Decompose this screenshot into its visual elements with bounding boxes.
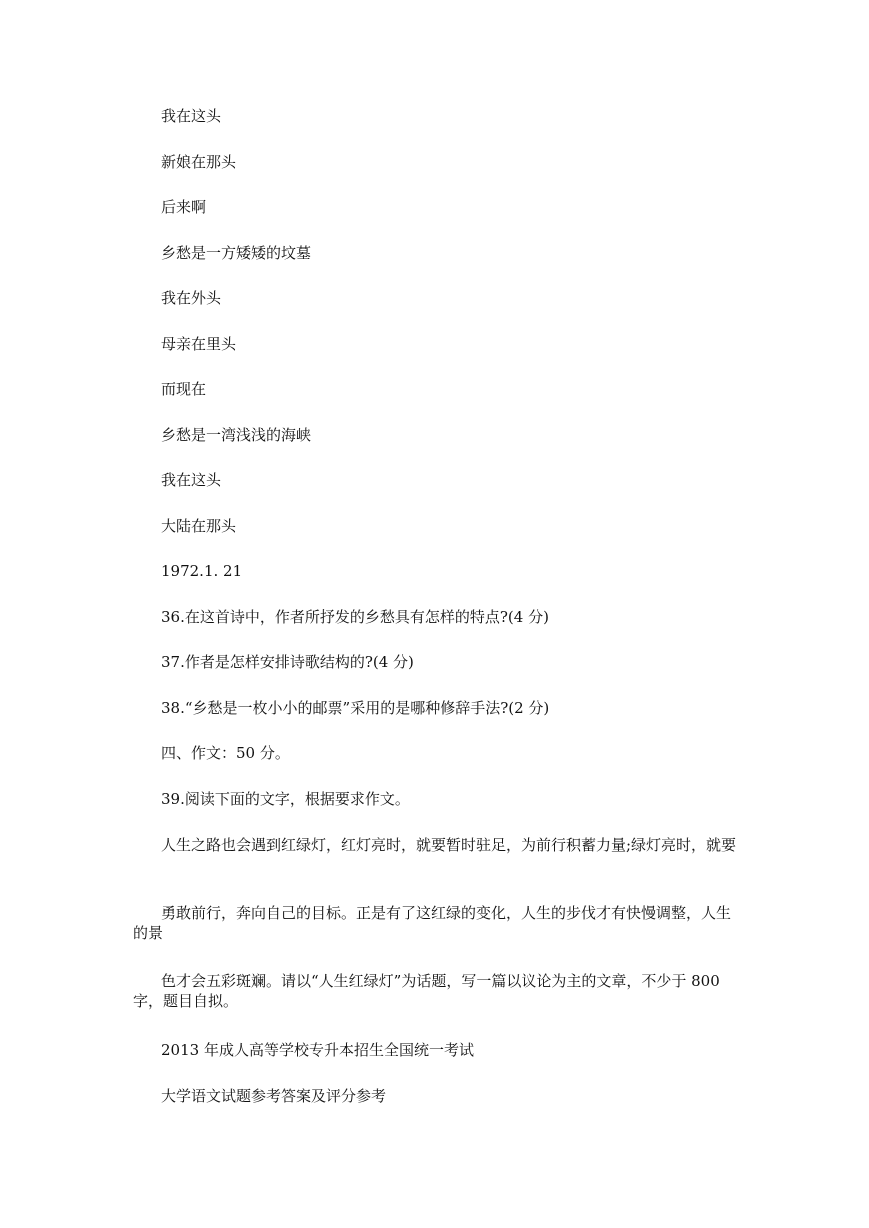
essay-paragraph <box>133 971 741 1011</box>
essay-paragraph <box>133 903 741 943</box>
poem-line: 乡愁是一方矮矮的坟墓 <box>161 244 312 262</box>
poem-line: 我在这头 <box>161 471 222 489</box>
essay-paragraph-text: 色才会五彩斑斓。请以“人生红绿灯”为话题，写一篇以议论为主的文章，不少于 800 字，题目自拟。 <box>133 972 720 1010</box>
question-38: 38.“乡愁是一枚小小的邮票”采用的是哪种修辞手法?(2 分) <box>161 699 550 717</box>
poem-line: 而现在 <box>161 380 207 398</box>
poem-line: 新娘在那头 <box>161 153 237 171</box>
poem-line: 我在外头 <box>161 289 222 307</box>
question-37: 37.作者是怎样安排诗歌结构的?(4 分) <box>161 653 414 671</box>
essay-paragraph <box>133 835 741 855</box>
poem-line: 我在这头 <box>161 107 222 125</box>
poem-line: 后来啊 <box>161 198 207 216</box>
poem-line: 母亲在里头 <box>161 335 237 353</box>
exam-title: 2013 年成人高等学校专升本招生全国统一考试 <box>161 1041 474 1059</box>
question-39: 39.阅读下面的文字，根据要求作文。 <box>161 790 410 808</box>
essay-paragraph-text: 勇敢前行，奔向自己的目标。正是有了这红绿的变化，人生的步伐才有快慢调整，人生的景 <box>133 904 732 942</box>
answer-key-title: 大学语文试题参考答案及评分参考 <box>161 1087 387 1105</box>
section-heading-essay: 四、作文：50 分。 <box>161 744 290 762</box>
poem-date: 1972.1. 21 <box>161 562 243 580</box>
poem-line: 乡愁是一湾浅浅的海峡 <box>161 426 312 444</box>
poem-line: 大陆在那头 <box>161 517 237 535</box>
question-36: 36.在这首诗中，作者所抒发的乡愁具有怎样的特点?(4 分) <box>161 608 549 626</box>
essay-paragraph-text: 人生之路也会遇到红绿灯，红灯亮时，就要暂时驻足，为前行积蓄力量;绿灯亮时，就要 <box>161 836 737 854</box>
